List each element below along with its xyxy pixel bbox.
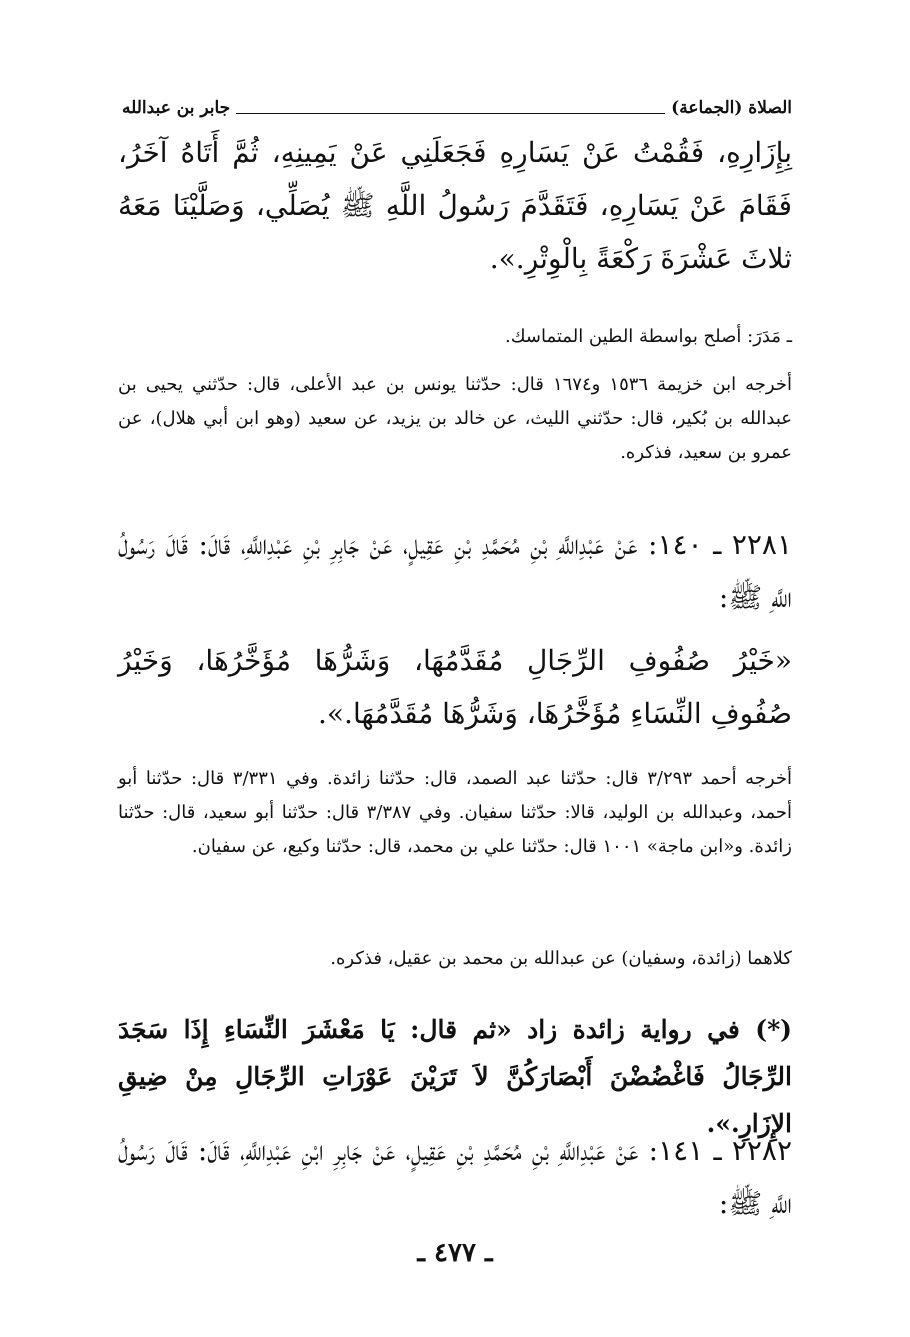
note-zaida-addition: (*) في رواية زائدة زاد «ثم قال: يَا مَعْشَرَ النِّسَاءِ إِذَا سَجَدَ الرِّجَالُ فَاغْضُضْنَ أَبْصَارَكُنَّ لاَ تَرَيْنَ عَوْرَاتِ الرِّجَالِ مِنْ ضِيقِ الإِزَارِ.». [118, 1015, 792, 1138]
hadith-continuation: بِإِزَارِهِ، فَقُمْتُ عَنْ يَسَارِهِ فَجَعَلَنِي عَنْ يَمِينِهِ، ثُمَّ أَتَاهُ آخَرُ، فَقَامَ عَنْ يَسَارِهِ، فَتَقَدَّمَ رَسُولُ اللَّهِ ﷺ يُصَلِّي، وَصَلَّيْنَا مَعَهُ ثلاثَ عَشْرَةَ رَكْعَةً بِالْوِتْرِ.». [118, 136, 792, 275]
header-chapter: الصلاة (الجماعة) [671, 98, 792, 118]
running-header [122, 96, 792, 118]
footnote-gloss: ـ مَدَرَ: أصلح بواسطة الطين المتماسك. [505, 326, 792, 347]
takhrij-2281-summary: كلاهما (زائدة، وسفيان) عن عبدالله بن محمد بن عقيل، فذكره. [330, 948, 792, 969]
header-rule [236, 113, 665, 114]
takhrij-2281: أخرجه أحمد ٣/٢٩٣ قال: حدّثنا عبد الصمد، قال: حدّثنا زائدة. وفي ٣/٣٣١ قال: حدّثنا أبو أحمد، وعبدالله بن الوليد، قالا: حدّثنا سفيان. وفي ٣/٣٨٧ قال: حدّثنا أبو سعيد، قال: حدّثنا زائدة. و«ابن ماجة» ١٠٠١ قال: حدّثنا علي بن محمد، قال: حدّثنا وكيع، عن سفيان. [118, 768, 792, 857]
header-author: جابر بن عبدالله [122, 98, 231, 118]
hadith-2282-isnad: ٢٢٨٢ ـ ١٤١: عَنْ عَبْدِاللَّهِ بْنِ مُحَمَّدِ بْنِ عَقِيلٍ، عَنْ جَابِرِ ابْنِ عَبْدِاللَّهِ، قَالَ: قَالَ رَسُولُ اللَّهِ ﷺ: [118, 1134, 792, 1220]
takhrij-2280: أخرجه ابن خزيمة ١٥٣٦ و١٦٧٤ قال: حدّثنا يونس بن عبد الأعلى، قال: حدّثني يحيى بن عبدالله بن بُكير، قال: حدّثني الليث، عن خالد بن يزيد، عن سعيد (وهو ابن أبي هلال)، عن عمرو بن سعيد، فذكره. [118, 374, 792, 463]
page-number: ـ ٤٧٧ ـ [417, 1238, 493, 1268]
hadith-2281-isnad: ٢٢٨١ ـ ١٤٠: عَنْ عَبْدِاللَّهِ بْنِ مُحَمَّدِ بْنِ عَقِيلٍ، عَنْ جَابِرِ بْنِ عَبْدِاللَّهِ، قَالَ: قَالَ رَسُولُ اللَّهِ ﷺ: [118, 528, 792, 614]
hadith-2281-matn: «خَيْرُ صُفُوفِ الرِّجَالِ مُقَدَّمُهَا، وَشَرُّهَا مُؤَخَّرُهَا، وَخَيْرُ صُفُوفِ النِّسَاءِ مُؤَخَّرُهَا، وَشَرُّهَا مُقَدَّمُهَا.». [118, 644, 792, 730]
